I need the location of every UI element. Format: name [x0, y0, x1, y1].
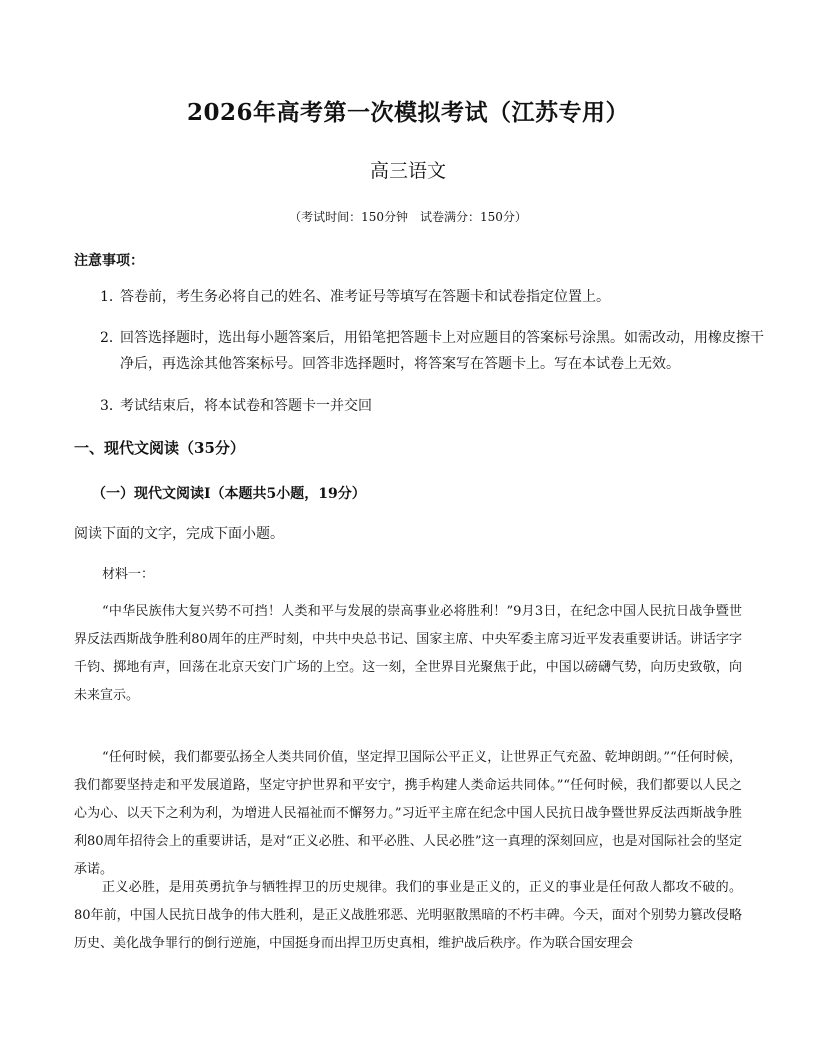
reading-instruction: 阅读下面的文字，完成下面小题。 [74, 526, 284, 542]
note-text: 回答选择题时，选出每小题答案后，用铅笔把答题卡上对应题目的答案标号涂黑。如需改动，用橡皮擦干净后，再选涂其他答案标号。回答非选择题时，将答案写在答题卡上。写在本试卷上无效。 [120, 330, 764, 372]
paragraph-3 [74, 874, 742, 958]
note-item-2 [100, 325, 770, 377]
subsection-heading: （一）现代文阅读Ⅰ（本题共5小题，19分） [92, 486, 366, 502]
paragraph-2 [74, 744, 742, 884]
exam-info: （考试时间：150分钟 试卷满分：150分） [289, 210, 527, 224]
material-label: 材料一： [102, 567, 155, 582]
section-heading: 一、现代文阅读（35分） [74, 439, 245, 457]
exam-subject: 高三语文 [369, 160, 446, 182]
note-item-1 [100, 284, 750, 310]
note-number: 2． [100, 330, 123, 346]
note-number: 3． [100, 398, 123, 414]
paragraph-text: 正义必胜，是用英勇抗争与牺牲捍卫的历史规律。我们的事业是正义的，正义的事业是任何敌人都攻不破的。80年前，中国人民抗日战争的伟大胜利，是正义战胜邪恶、光明驱散黑暗的不朽丰碑。今天，面对个别势力篡改侵略历史、美化战争罪行的倒行逆施，中国挺身而出捍卫历史真相，维护战后秩序。作为联合国安理会 [74, 880, 742, 951]
paragraph-1 [74, 598, 742, 710]
paragraph-text: “任何时候，我们都要弘扬全人类共同价值，坚定捍卫国际公平正义，让世界正气充盈、乾坤朗朗。”“任何时候，我们都要坚持走和平发展道路，坚定守护世界和平安宁，携手构建人类命运共同体。”“任何时候，我们都要以人民之心为心、以天下之利为利，为增进人民福祉而不懈努力。”习近平主席在纪念中国人民抗日战争暨世界反法西斯战争胜利80周年招待会上的重要讲话，是对“正义必胜、和平必胜、人民必胜”这一真理的深刻回应，也是对国际社会的坚定承诺。 [74, 750, 742, 877]
exam-title: 2026年高考第一次模拟考试（江苏专用） [186, 99, 629, 126]
note-text: 答卷前，考生务必将自己的姓名、准考证号等填写在答题卡和试卷指定位置上。 [120, 289, 610, 305]
note-item-3 [100, 393, 750, 419]
note-number: 1． [100, 289, 123, 305]
paragraph-text: “中华民族伟大复兴势不可挡！人类和平与发展的崇高事业必将胜利！”9月3日，在纪念中国人民抗日战争暨世界反法西斯战争胜利80周年的庄严时刻，中共中央总书记、国家主席、中央军委主席习近平发表重要讲话。讲话字字千钧、掷地有声，回荡在北京天安门广场的上空。这一刻，全世界目光聚焦于此，中国以磅礴气势，向历史致敬，向未来宣示。 [74, 604, 742, 703]
notes-heading: 注意事项： [74, 253, 144, 269]
note-text: 考试结束后，将本试卷和答题卡一并交回 [120, 398, 372, 414]
